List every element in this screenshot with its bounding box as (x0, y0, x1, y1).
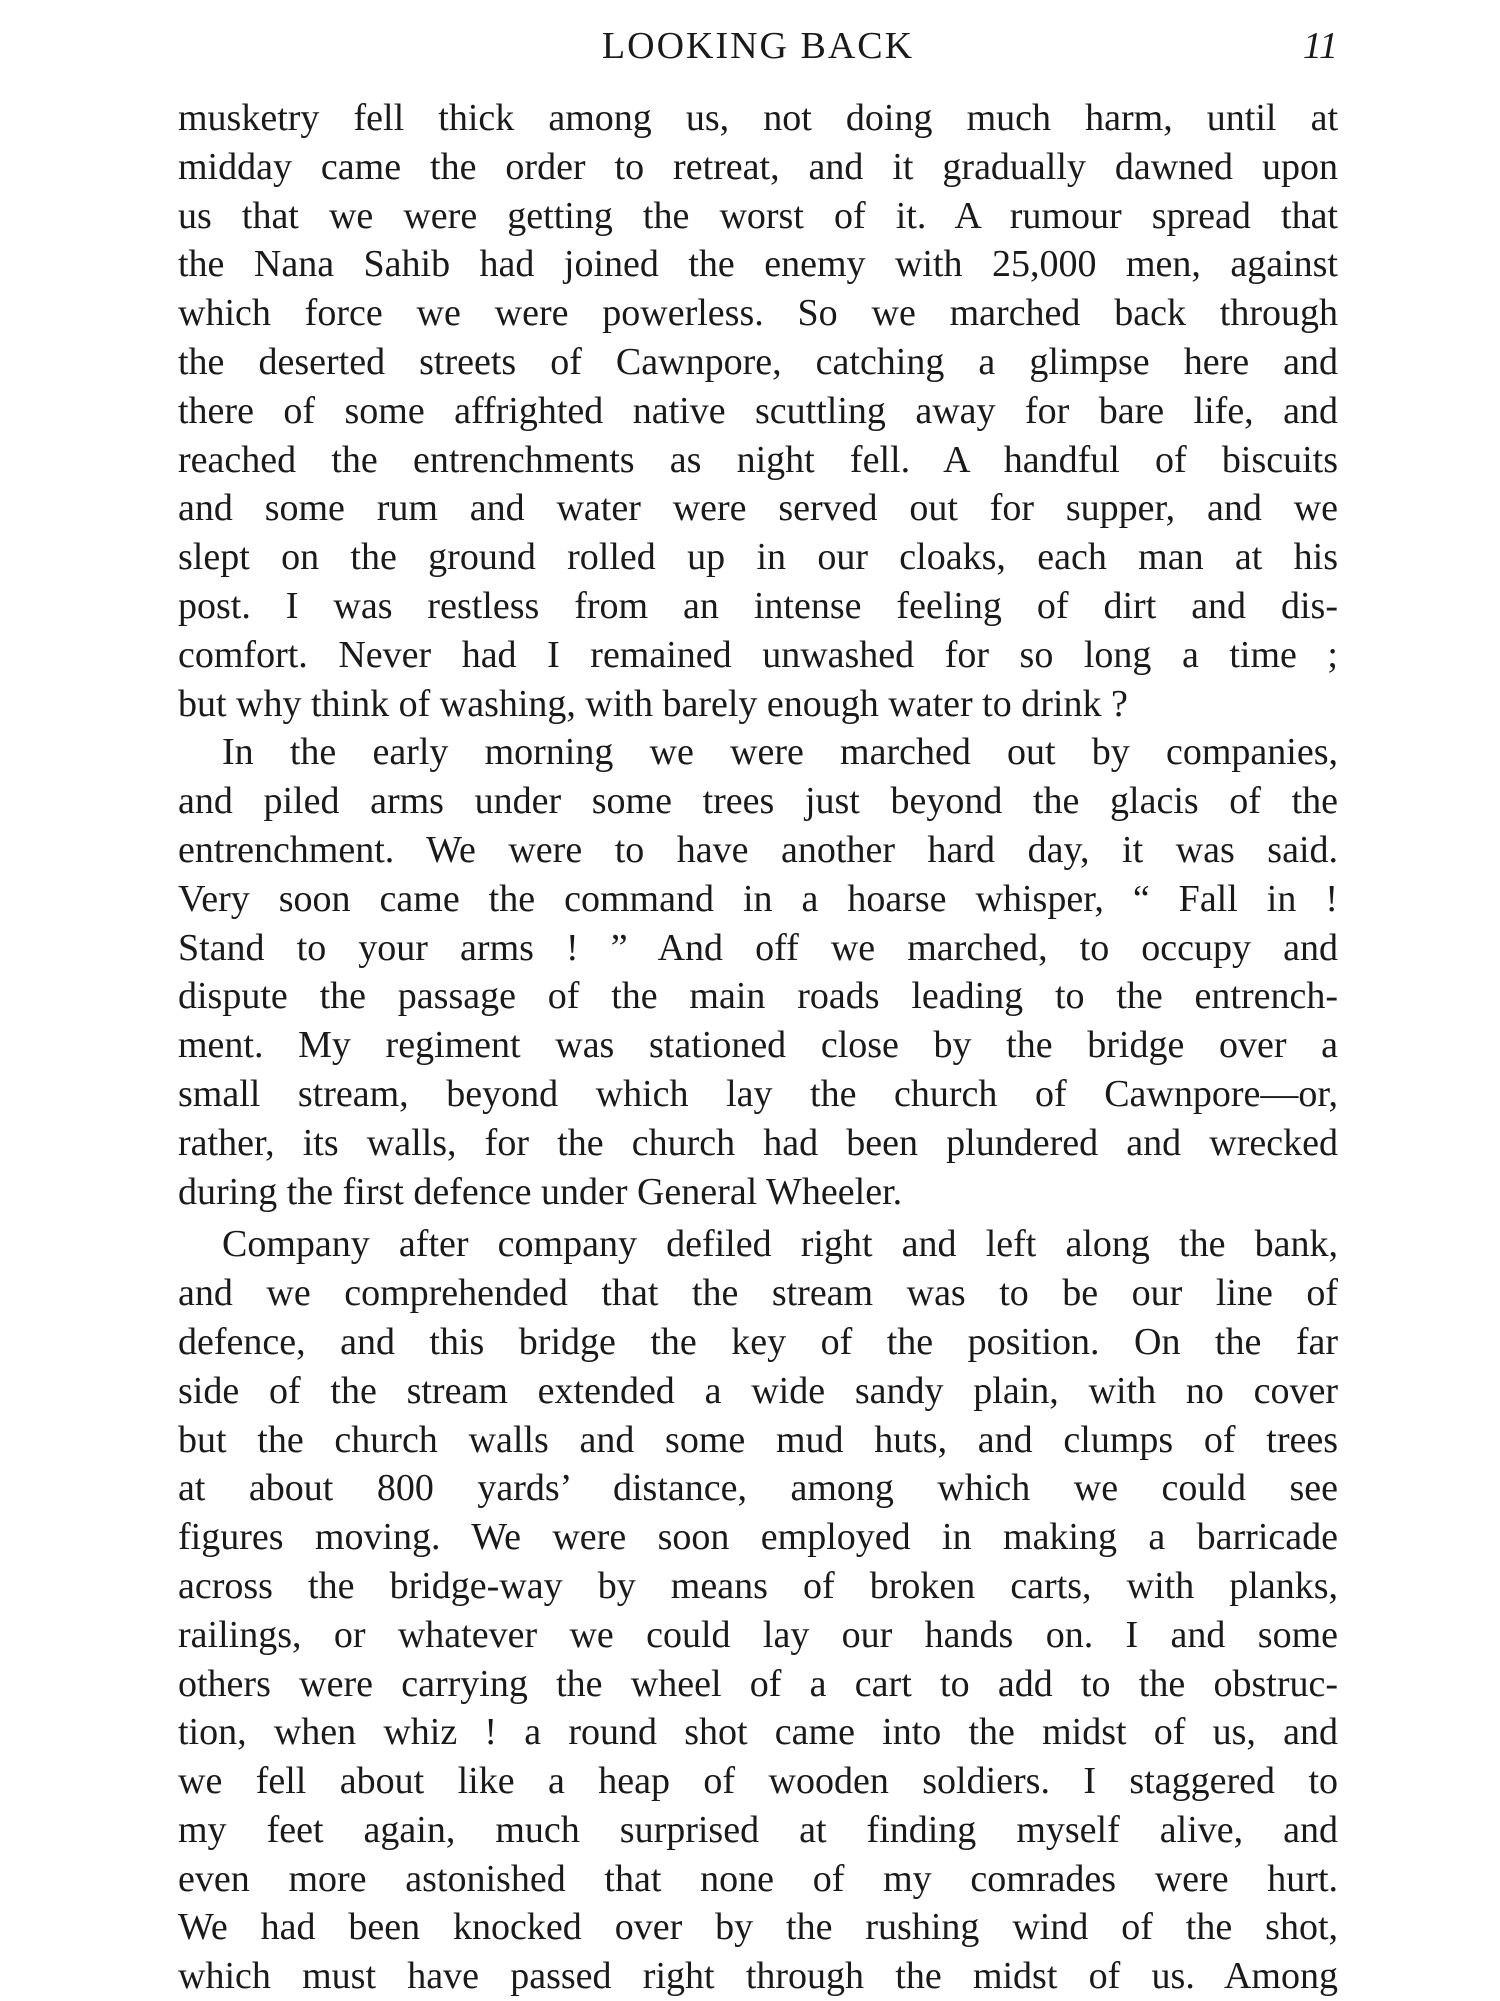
text-line: across the bridge-way by means of broken carts, with planks, (178, 1564, 1338, 1607)
text-line: We had been knocked over by the rushing wind of the shot, (178, 1906, 1338, 1949)
text-line: tion, when whiz ! a round shot came into the midst of us, and (178, 1711, 1338, 1754)
text-line: Stand to your arms ! ” And off we marched, to occupy and (178, 926, 1338, 969)
text-line: post. I was restless from an intense feeling of dirt and dis- (178, 584, 1338, 627)
page-number: 11 (1302, 25, 1338, 67)
text-line: side of the stream extended a wide sandy plain, with no cover (178, 1369, 1338, 1412)
text-line: and some rum and water were served out for supper, and we (178, 487, 1338, 530)
text-line: Company after company defiled right and left along the bank, (222, 1223, 1338, 1266)
text-line: there of some affrighted native scuttling away for bare life, and (178, 389, 1338, 432)
paragraph (178, 1220, 1338, 2001)
text-line: we fell about like a heap of wooden soldiers. I staggered to (178, 1760, 1338, 1803)
text-line: which must have passed right through the midst of us. Among (178, 1955, 1338, 1998)
text-line: and we comprehended that the stream was to be our line of (178, 1272, 1338, 1315)
text-line: dispute the passage of the main roads leading to the entrench- (178, 975, 1338, 1018)
text-line: slept on the ground rolled up in our cloaks, each man at his (178, 536, 1338, 579)
text-line: during the first defence under General Wheeler. (178, 1170, 903, 1213)
text-line: comfort. Never had I remained unwashed for so long a time ; (178, 633, 1338, 676)
paragraph (178, 94, 1338, 728)
text-line: which force we were powerless. So we marched back through (178, 292, 1338, 335)
text-line: even more astonished that none of my comrades were hurt. (178, 1857, 1338, 1900)
text-line: others were carrying the wheel of a cart to add to the obstruc- (178, 1662, 1338, 1705)
text-line: the Nana Sahib had joined the enemy with 25,000 men, against (178, 243, 1338, 286)
text-line: rather, its walls, for the church had been plundered and wrecked (178, 1121, 1338, 1164)
text-line: but why think of washing, with barely enough water to drink ? (178, 682, 1128, 725)
text-line: ment. My regiment was stationed close by the bridge over a (178, 1024, 1338, 1067)
text-line: entrenchment. We were to have another hard day, it was said. (178, 828, 1338, 871)
text-line: In the early morning we were marched out by companies, (222, 731, 1338, 774)
text-line: small stream, beyond which lay the church of Cawnpore—or, (178, 1072, 1338, 1115)
text-line: defence, and this bridge the key of the position. On the far (178, 1320, 1338, 1363)
text-line: railings, or whatever we could lay our hands on. I and some (178, 1613, 1338, 1656)
text-line: the deserted streets of Cawnpore, catching a glimpse here and (178, 340, 1338, 383)
running-title: LOOKING BACK (601, 25, 915, 67)
body-text (178, 94, 1338, 2001)
text-line: Very soon came the command in a hoarse whisper, “ Fall in ! (178, 877, 1338, 920)
text-line: at about 800 yards’ distance, among which we could see (178, 1467, 1338, 1510)
text-line: us that we were getting the worst of it. A rumour spread that (178, 194, 1338, 237)
text-line: my feet again, much surprised at finding myself alive, and (178, 1808, 1338, 1851)
text-line: reached the entrenchments as night fell. A handful of biscuits (178, 438, 1338, 481)
paragraph (178, 728, 1338, 1216)
text-line: but the church walls and some mud huts, and clumps of trees (178, 1418, 1338, 1461)
text-line: figures moving. We were soon employed in making a barricade (178, 1516, 1338, 1559)
text-line: and piled arms under some trees just beyond the glacis of the (178, 780, 1338, 823)
text-line: musketry fell thick among us, not doing much harm, until at (178, 97, 1338, 139)
page-header (178, 18, 1338, 78)
text-line: midday came the order to retreat, and it gradually dawned upon (178, 145, 1338, 188)
